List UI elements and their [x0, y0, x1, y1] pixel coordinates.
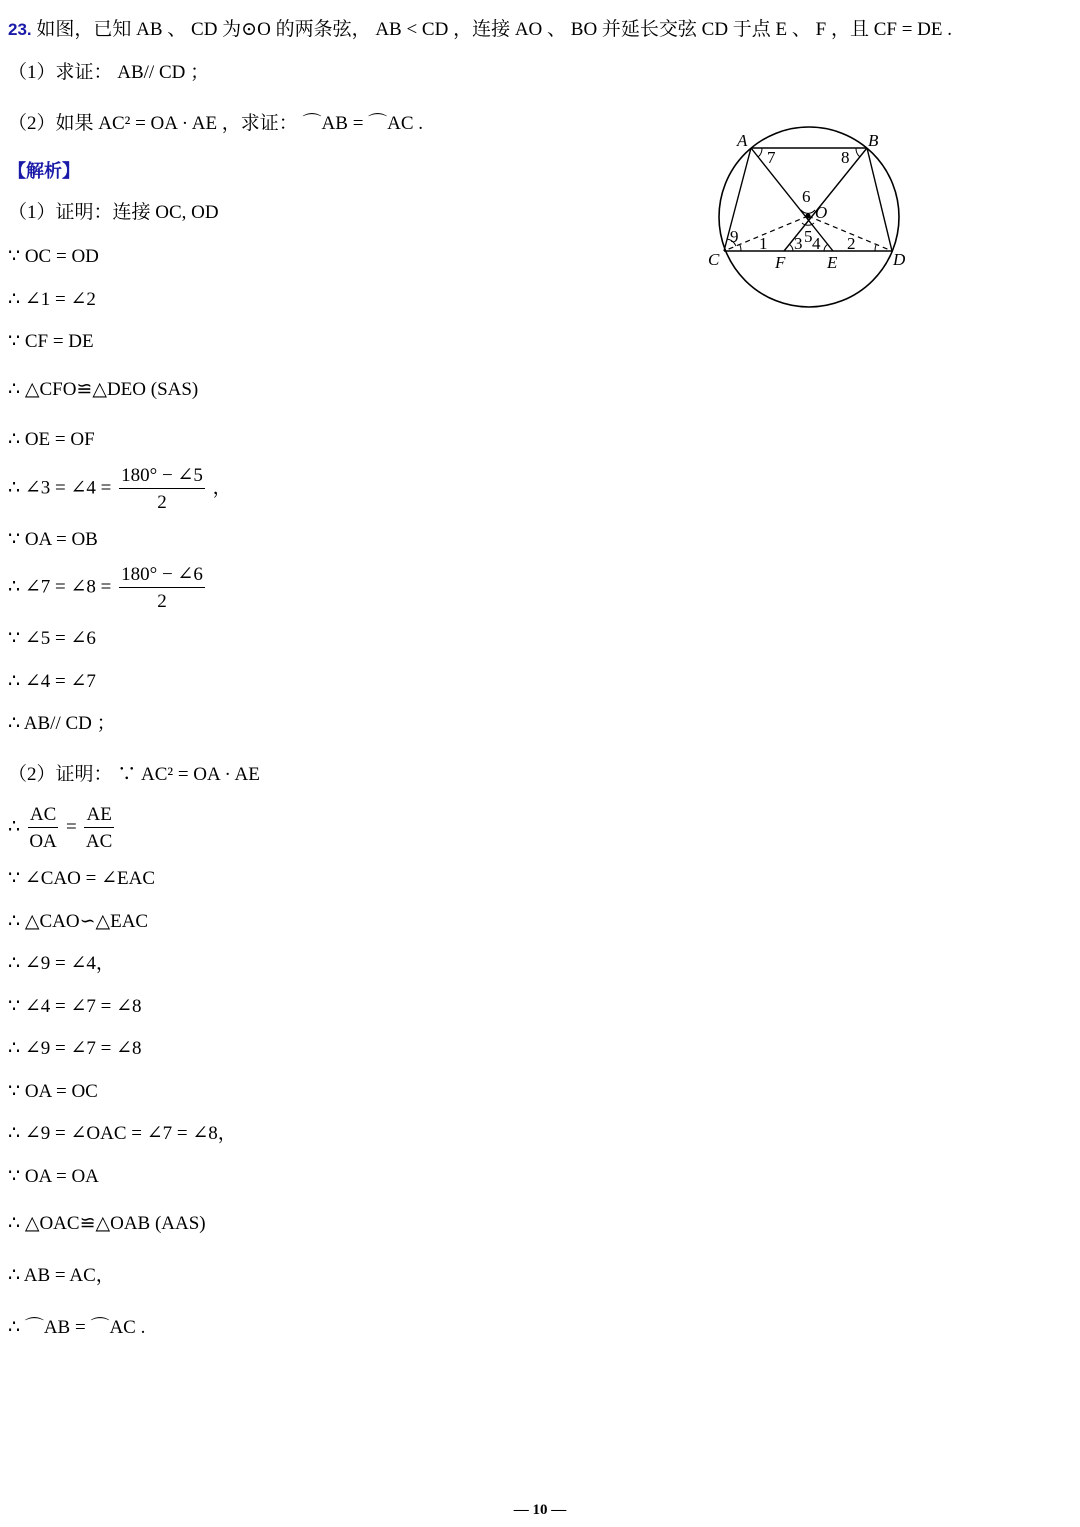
- point-label-e: E: [827, 253, 838, 272]
- ratio-line: [8, 805, 117, 851]
- fraction-denominator: OA: [29, 831, 57, 852]
- proof-line: ∵ ∠4 = ∠7 = ∠8: [8, 996, 142, 1017]
- fraction-numerator: 180° − ∠5: [119, 466, 205, 489]
- fraction: [119, 565, 205, 611]
- proof-line: ∴ ∠4 = ∠7: [8, 671, 96, 692]
- fraction-line-angle-7-8: [8, 565, 208, 611]
- angle-arc-1: [740, 245, 741, 251]
- point-label-c: C: [708, 250, 720, 269]
- proof-line: ∴ AB// CD ；: [8, 713, 116, 734]
- proof-line: ∴ △OAC≌△OAB (AAS): [8, 1213, 206, 1234]
- proof-line: ∴ ∠9 = ∠4，: [8, 953, 115, 974]
- solution-label: 【解析】: [8, 161, 80, 181]
- problem-text: 如图，已知 AB 、 CD 为⊙O 的两条弦， AB < CD ，连接 AO 、 BO 并延长交弦 CD 于点 E 、 F ，且 CF = DE .: [36, 19, 953, 40]
- fraction-denominator: 2: [157, 591, 167, 612]
- problem-number: 23.: [8, 20, 32, 39]
- angle-arc-8: [856, 148, 860, 157]
- proof-line: ∴ ⌒AB = ⌒AC .: [8, 1317, 146, 1338]
- segment-bd: [867, 148, 892, 251]
- proof-line: ∵ OA = OB: [8, 529, 98, 550]
- proof-line: ∴ AB = AC，: [8, 1265, 115, 1286]
- page-number: — 10 —: [513, 1502, 567, 1518]
- problem-statement: [8, 20, 952, 39]
- ratio-right: [84, 805, 113, 851]
- angle-label-8: 8: [841, 148, 850, 167]
- angle-label-1: 1: [759, 234, 768, 253]
- ratio-prefix: ∴: [8, 816, 21, 838]
- proof-line: ∴ ∠9 = ∠OAC = ∠7 = ∠8，: [8, 1123, 237, 1144]
- angle-label-6: 6: [802, 187, 811, 206]
- angle-label-9: 9: [730, 227, 739, 246]
- point-label-d: D: [893, 250, 906, 269]
- angle-label-7: 7: [767, 148, 776, 167]
- part2-question: （2）如果 AC² = OA · AE ，求证： ⌒AB = ⌒AC .: [8, 113, 424, 134]
- point-label-f: F: [775, 253, 786, 272]
- proof-line: ∵ OC = OD: [8, 246, 99, 267]
- fraction-numerator: 180° − ∠6: [119, 565, 205, 588]
- angle-arc-2: [875, 245, 876, 251]
- center-point: [805, 213, 810, 218]
- angle-label-4: 4: [812, 234, 821, 253]
- angle-arc-3: [789, 244, 793, 251]
- point-label-o: O: [815, 203, 828, 222]
- fraction-denominator: 2: [157, 492, 167, 513]
- point-label-b: B: [868, 131, 879, 150]
- proof-line: ∴ △CAO∽△EAC: [8, 911, 149, 932]
- part1-question: （1）求证： AB// CD ；: [8, 62, 210, 83]
- angle-label-2: 2: [847, 234, 856, 253]
- proof-line: ∵ ∠CAO = ∠EAC: [8, 868, 156, 889]
- proof-line: （2）证明： ∵ AC² = OA · AE: [8, 764, 260, 785]
- fraction-prefix: ∴ ∠7 = ∠8 =: [8, 576, 112, 598]
- proof-line: ∴ △CFO≌△DEO (SAS): [8, 379, 199, 400]
- proof-line: ∴ ∠9 = ∠7 = ∠8: [8, 1038, 142, 1059]
- fraction-numerator: AC: [28, 805, 58, 828]
- proof-line: ∵ OA = OA: [8, 1166, 99, 1187]
- proof-line: （1）证明：连接 OC, OD: [8, 202, 219, 223]
- fraction-suffix: ，: [212, 477, 232, 499]
- proof-line: ∵ ∠5 = ∠6: [8, 628, 96, 649]
- fraction-prefix: ∴ ∠3 = ∠4 =: [8, 477, 112, 499]
- fraction-numerator: AE: [84, 805, 113, 828]
- point-label-a: A: [737, 131, 748, 150]
- angle-label-5: 5: [804, 227, 813, 246]
- proof-line: ∴ OE = OF: [8, 429, 95, 450]
- fraction: [119, 466, 205, 512]
- proof-line: ∵ OA = OC: [8, 1081, 98, 1102]
- proof-line: ∵ CF = DE: [8, 331, 94, 352]
- fraction-denominator: AC: [85, 831, 113, 852]
- ratio-left: [28, 805, 58, 851]
- angle-label-3: 3: [794, 234, 803, 253]
- proof-line: ∴ ∠1 = ∠2: [8, 289, 96, 310]
- geometry-figure: [700, 118, 920, 318]
- angle-arc-4: [824, 244, 828, 251]
- ratio-equals: =: [66, 816, 77, 838]
- fraction-line-angle-3-4: [8, 466, 232, 512]
- angle-arc-7: [758, 148, 762, 157]
